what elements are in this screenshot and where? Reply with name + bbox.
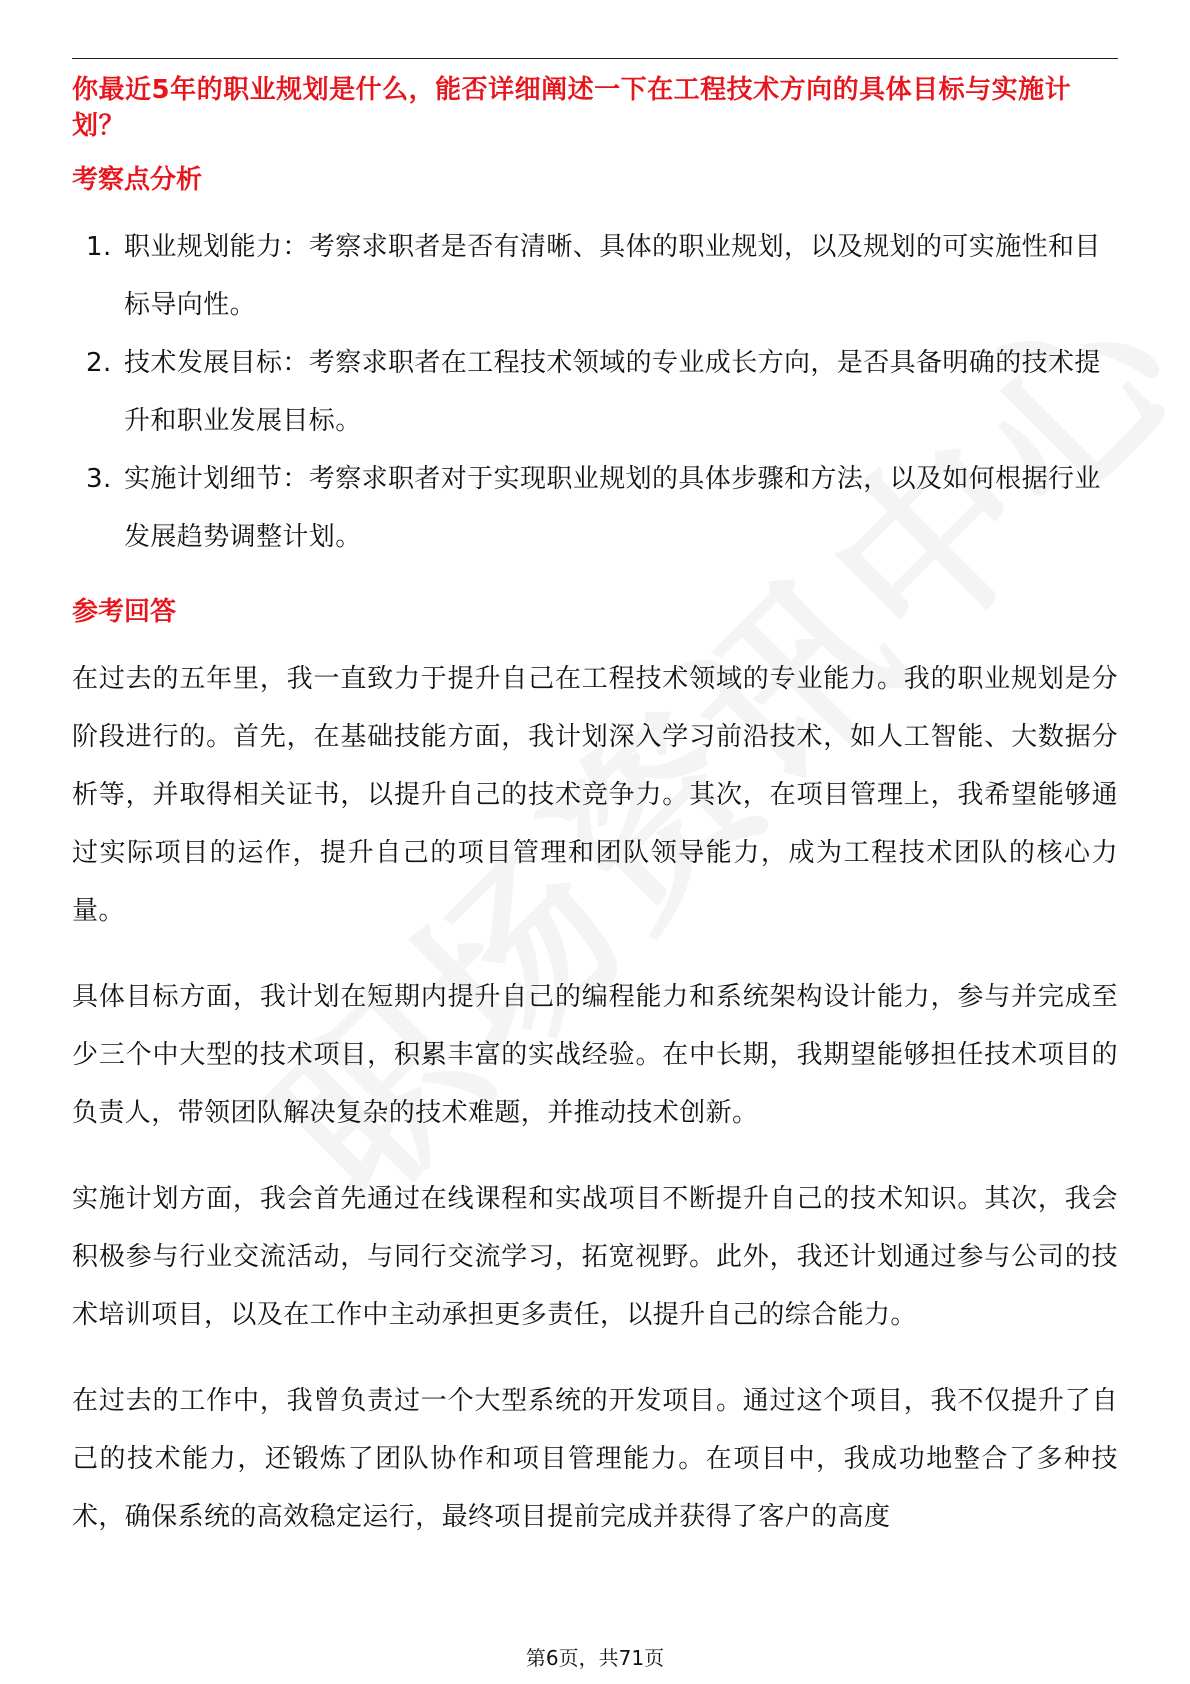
answer-paragraph: 在过去的工作中，我曾负责过一个大型系统的开发项目。通过这个项目，我不仅提升了自己的技术能力，还锻炼了团队协作和项目管理能力。在项目中，我成功地整合了多种技术，确保系统的高效稳定运行，最终项目提前完成并获得了客户的高度 xyxy=(72,1386,1118,1532)
answer-heading: 参考回答 xyxy=(72,597,177,627)
list-item xyxy=(72,218,1118,334)
answer-paragraph: 在过去的五年里，我一直致力于提升自己在工程技术领域的专业能力。我的职业规划是分阶段进行的。首先，在基础技能方面，我计划深入学习前沿技术，如人工智能、大数据分析等，并取得相关证书，以提升自己的技术竞争力。其次，在项目管理上，我希望能够通过实际项目的运作，提升自己的项目管理和团队领导能力，成为工程技术团队的核心力量。 xyxy=(72,664,1118,926)
top-divider xyxy=(72,58,1118,59)
answer-paragraph: 实施计划方面，我会首先通过在线课程和实战项目不断提升自己的技术知识。其次，我会积极参与行业交流活动，与同行交流学习，拓宽视野。此外，我还计划通过参与公司的技术培训项目，以及在工作中主动承担更多责任，以提升自己的综合能力。 xyxy=(72,1184,1118,1330)
list-item xyxy=(72,334,1118,450)
page-content xyxy=(72,72,1118,1574)
list-item-text: 职业规划能力：考察求职者是否有清晰、具体的职业规划，以及规划的可实施性和目标导向性。 xyxy=(124,232,1101,320)
question-title: 你最近5年的职业规划是什么，能否详细阐述一下在工程技术方向的具体目标与实施计划？ xyxy=(72,75,1072,141)
list-item xyxy=(72,450,1118,566)
answer-paragraph: 具体目标方面，我计划在短期内提升自己的编程能力和系统架构设计能力，参与并完成至少三个中大型的技术项目，积累丰富的实战经验。在中长期，我期望能够担任技术项目的负责人，带领团队解决复杂的技术难题，并推动技术创新。 xyxy=(72,982,1118,1128)
analysis-heading: 考察点分析 xyxy=(72,165,203,195)
analysis-list xyxy=(72,218,1118,566)
list-item-number: 2. xyxy=(86,348,112,378)
page-number: 第6页，共71页 xyxy=(525,1646,665,1670)
list-item-number: 3. xyxy=(86,464,112,494)
list-item-number: 1. xyxy=(86,232,112,262)
list-item-text: 实施计划细节：考察求职者对于实现职业规划的具体步骤和方法，以及如何根据行业发展趋势调整计划。 xyxy=(124,464,1101,552)
list-item-text: 技术发展目标：考察求职者在工程技术领域的专业成长方向，是否具备明确的技术提升和职业发展目标。 xyxy=(124,348,1101,436)
